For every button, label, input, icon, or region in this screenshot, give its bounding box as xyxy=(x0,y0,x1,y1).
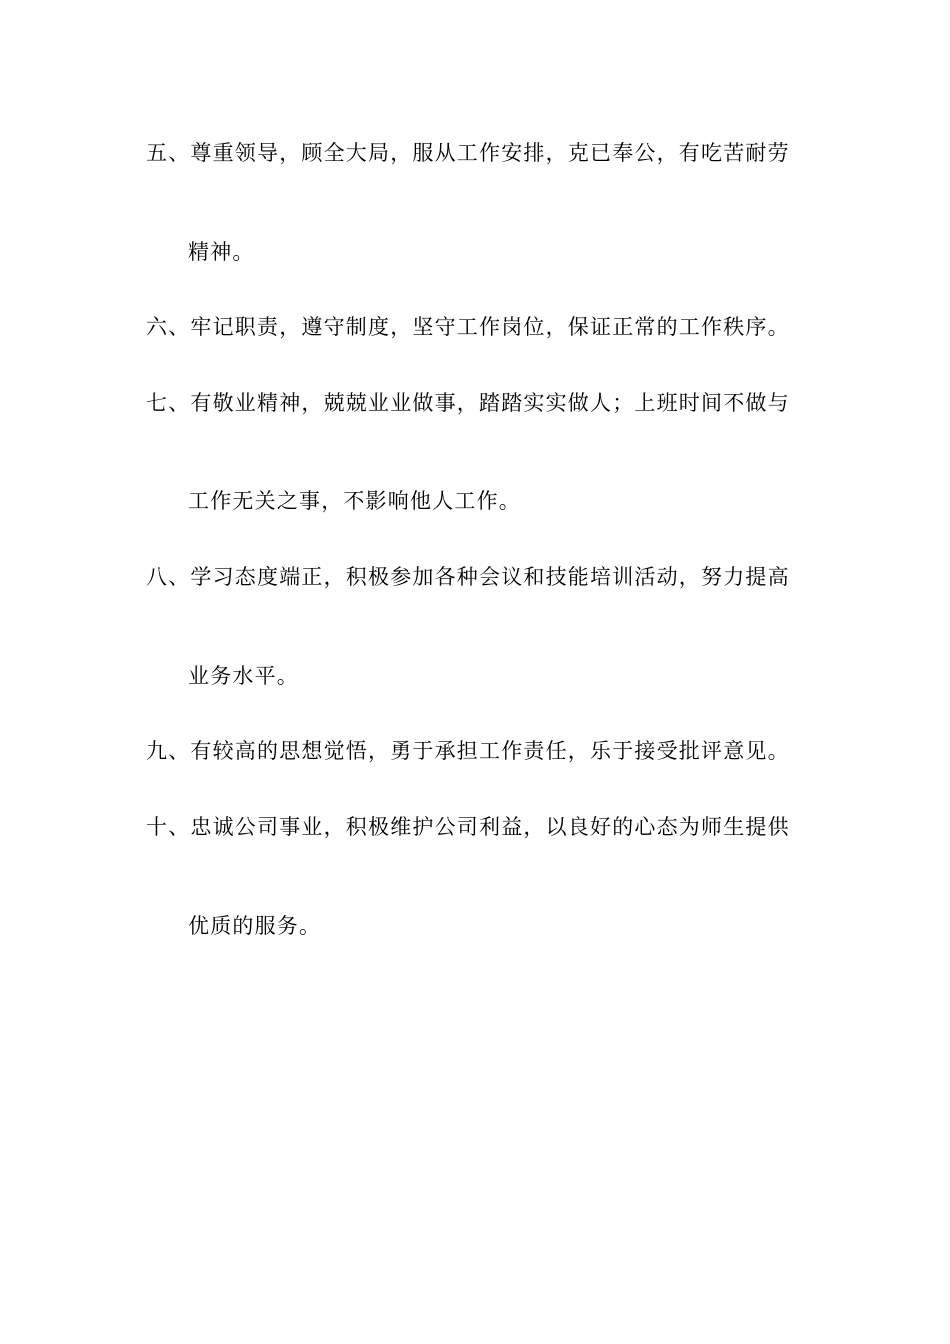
item-10-text-line-2: 优质的服务。 xyxy=(188,914,322,938)
item-10-continuation xyxy=(188,911,321,941)
item-7-number: 七、 xyxy=(146,391,191,415)
item-6-first-line xyxy=(146,312,790,342)
item-6-number: 六、 xyxy=(146,315,191,339)
item-5-first-line xyxy=(146,138,790,168)
item-8-number: 八、 xyxy=(146,565,191,589)
item-7-text-line-1: 有敬业精神，兢兢业业做事，踏踏实实做人；上班时间不做与 xyxy=(190,391,790,415)
item-5-continuation xyxy=(188,237,255,267)
item-7-first-line xyxy=(146,388,790,418)
item-9-first-line xyxy=(146,736,790,766)
item-10-text-line-1: 忠诚公司事业，积极维护公司利益，以良好的心态为师生提供 xyxy=(190,815,790,839)
item-8-text-line-2: 业务水平。 xyxy=(188,664,299,688)
item-9-number: 九、 xyxy=(146,739,191,763)
item-9-text-line-1: 有较高的思想觉悟，勇于承担工作责任，乐于接受批评意见。 xyxy=(190,739,790,763)
item-5-number: 五、 xyxy=(146,141,191,165)
item-8-continuation xyxy=(188,661,299,691)
item-8-first-line xyxy=(146,562,790,592)
item-8-text-line-1: 学习态度端正，积极参加各种会议和技能培训活动，努力提高 xyxy=(190,565,790,589)
item-6-text-line-1: 牢记职责，遵守制度，坚守工作岗位，保证正常的工作秩序。 xyxy=(190,315,790,339)
item-5-text-line-2: 精神。 xyxy=(188,240,255,264)
item-5-text-line-1: 尊重领导，顾全大局，服从工作安排，克已奉公，有吃苦耐劳 xyxy=(190,141,790,165)
item-10-number: 十、 xyxy=(146,815,191,839)
item-7-continuation xyxy=(188,486,521,516)
item-10-first-line xyxy=(146,812,790,842)
item-7-text-line-2: 工作无关之事，不影响他人工作。 xyxy=(188,489,521,513)
